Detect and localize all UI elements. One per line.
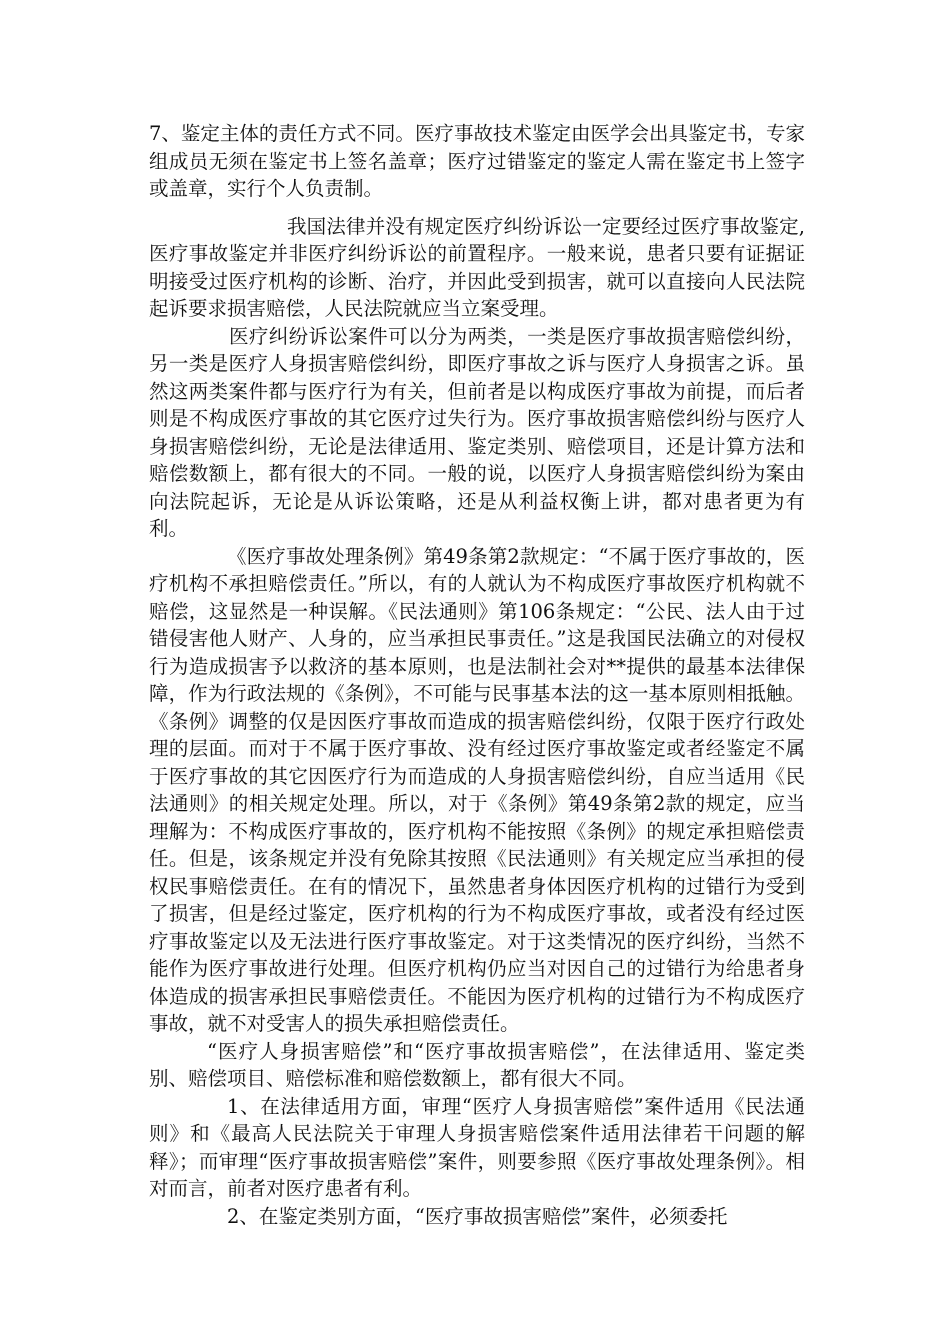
paragraph-appraisal-category: 2、在鉴定类别方面，“医疗事故损害赔偿”案件，必须委托 bbox=[227, 1204, 728, 1228]
paragraph-legal-application: 1、在法律适用方面，审理“医疗人身损害赔偿”案件适用《民法通则》和《最高人民法院关于审理人身损害赔偿案件适用法律若干问题的解释》；而审理“医疗事故损害赔偿”案件，则要参照《医疗事故处理条例》。相对而言，前者对医疗患者有利。 bbox=[149, 1094, 805, 1200]
paragraph-case-types: 医疗纠纷诉讼案件可以分为两类，一类是医疗事故损害赔偿纠纷，另一类是医疗人身损害赔偿纠纷，即医疗事故之诉与医疗人身损害之诉。虽然这两类案件都与医疗行为有关，但前者是以构成医疗事故为前提，而后者则是不构成医疗事故的其它医疗过失行为。医疗事故损害赔偿纠纷与医疗人身损害赔偿纠纷，无论是法律适用、鉴定类别、赔偿项目，还是计算方法和赔偿数额上，都有很大的不同。一般的说，以医疗人身损害赔偿纠纷为案由向法院起诉，无论是从诉讼策略，还是从利益权衡上讲，都对患者更为有利。 bbox=[149, 324, 805, 540]
paragraph-compensation-comparison: “医疗人身损害赔偿”和“医疗事故损害赔偿”，在法律适用、鉴定类别、赔偿项目、赔偿标准和赔偿数额上，都有很大不同。 bbox=[149, 1039, 805, 1090]
paragraph-appraisal-responsibility: 7、鉴定主体的责任方式不同。医疗事故技术鉴定由医学会出具鉴定书，专家组成员无须在鉴定书上签名盖章；医疗过错鉴定的鉴定人需在鉴定书上签字或盖章，实行个人负责制。 bbox=[149, 122, 805, 200]
paragraph-litigation-prerequisite: 我国法律并没有规定医疗纠纷诉讼一定要经过医疗事故鉴定,医疗事故鉴定并非医疗纠纷诉讼的前置程序。一般来说，患者只要有证据证明接受过医疗机构的诊断、治疗，并因此受到损害，就可以直接向人民法院起诉要求损害赔偿，人民法院就应当立案受理。 bbox=[149, 214, 805, 320]
document-body bbox=[149, 120, 805, 1230]
paragraph-regulation-article-49: 《医疗事故处理条例》第49条第2款规定：“不属于医疗事故的，医疗机构不承担赔偿责任。”所以，有的人就认为不构成医疗事故医疗机构就不赔偿，这显然是一种误解。《民法通则》第106条规定：“公民、法人由于过错侵害他人财产、人身的，应当承担民事责任。”这是我国民法确立的对侵权行为造成损害予以救济的基本原则，也是法制社会对**提供的最基本法律保障，作为行政法规的《条例》，不可能与民事基本法的这一基本原则相抵触。《条例》调整的仅是因医疗事故而造成的损害赔偿纠纷，仅限于医疗行政处理的层面。而对于不属于医疗事故、没有经过医疗事故鉴定或者经鉴定不属于医疗事故的其它因医疗行为而造成的人身损害赔偿纠纷，自应当适用《民法通则》的相关规定处理。所以，对于《条例》第49条第2款的规定，应当理解为：不构成医疗事故的，医疗机构不能按照《条例》的规定承担赔偿责任。但是，该条规定并没有免除其按照《民法通则》有关规定应当承担的侵权民事赔偿责任。在有的情况下，虽然患者身体因医疗机构的过错行为受到了损害，但是经过鉴定，医疗机构的行为不构成医疗事故，或者没有经过医疗事故鉴定以及无法进行医疗事故鉴定。对于这类情况的医疗纠纷，当然不能作为医疗事故进行处理。但医疗机构仍应当对因自己的过错行为给患者身体造成的损害承担民事赔偿责任。不能因为医疗机构的过错行为不构成医疗事故，就不对受害人的损失承担赔偿责任。 bbox=[149, 544, 805, 1035]
